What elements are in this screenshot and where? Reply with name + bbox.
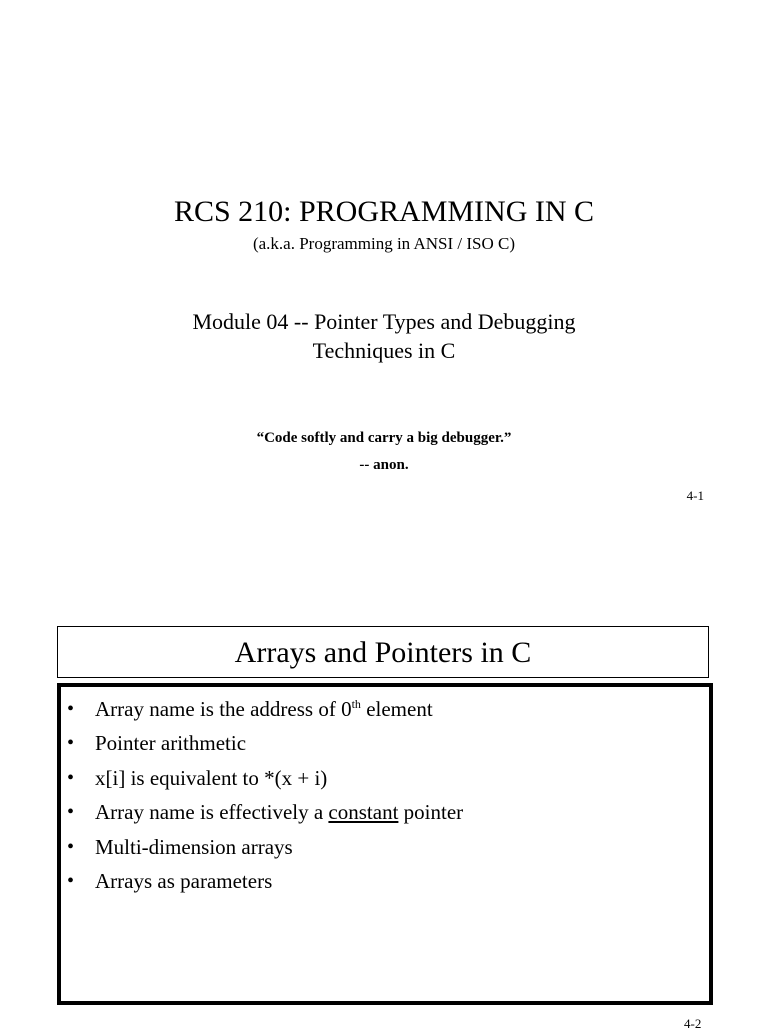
module-heading-line-1: Module 04 -- Pointer Types and Debugging bbox=[192, 309, 576, 334]
bullet-item-constant-pointer bbox=[67, 795, 463, 829]
epigraph-author: -- anon. bbox=[359, 457, 409, 473]
bullet-icon: • bbox=[67, 835, 75, 858]
bullet-item-pointer-arithmetic bbox=[67, 726, 463, 760]
underlined-keyword: constant bbox=[328, 800, 399, 825]
bullet-text: Array name is the address of 0 bbox=[95, 697, 352, 721]
slide-title: Arrays and Pointers in C bbox=[234, 636, 532, 669]
bullet-icon: • bbox=[67, 766, 75, 789]
bullet-list bbox=[67, 692, 463, 898]
bullet-text: Array name is effectively a bbox=[95, 800, 329, 825]
slide-number-clipped: 4-2 bbox=[684, 1016, 702, 1031]
bullet-icon: • bbox=[67, 698, 75, 720]
bullet-text-tail: pointer bbox=[398, 800, 464, 825]
bullet-icon: • bbox=[67, 801, 75, 824]
course-subtitle: (a.k.a. Programming in ANSI / ISO C) bbox=[252, 234, 516, 253]
bullet-item-arrays-as-parameters bbox=[67, 864, 463, 898]
module-heading bbox=[0, 307, 768, 365]
bullet-icon: • bbox=[67, 732, 75, 755]
bullet-item-multi-dimension bbox=[67, 830, 463, 864]
slide-body-box bbox=[57, 683, 713, 1005]
bullet-text: Pointer arithmetic bbox=[95, 731, 247, 756]
superscript-th: th bbox=[351, 697, 361, 711]
bullet-text: Arrays as parameters bbox=[95, 869, 273, 894]
course-title: RCS 210: PROGRAMMING IN C bbox=[173, 195, 595, 228]
bullet-text: Multi-dimension arrays bbox=[95, 834, 293, 859]
bullet-icon: • bbox=[67, 870, 75, 893]
bullet-item-equivalence bbox=[67, 761, 463, 795]
module-heading-line-2: Techniques in C bbox=[312, 338, 456, 363]
slide-number: 4-1 bbox=[686, 488, 704, 503]
bullet-item-array-name-address bbox=[67, 692, 463, 726]
bullet-text-tail: element bbox=[360, 697, 433, 721]
epigraph-quote: “Code softly and carry a big debugger.” bbox=[256, 430, 512, 446]
slide-title-box bbox=[57, 626, 709, 678]
bullet-text: x[i] is equivalent to *(x + i) bbox=[95, 765, 328, 790]
